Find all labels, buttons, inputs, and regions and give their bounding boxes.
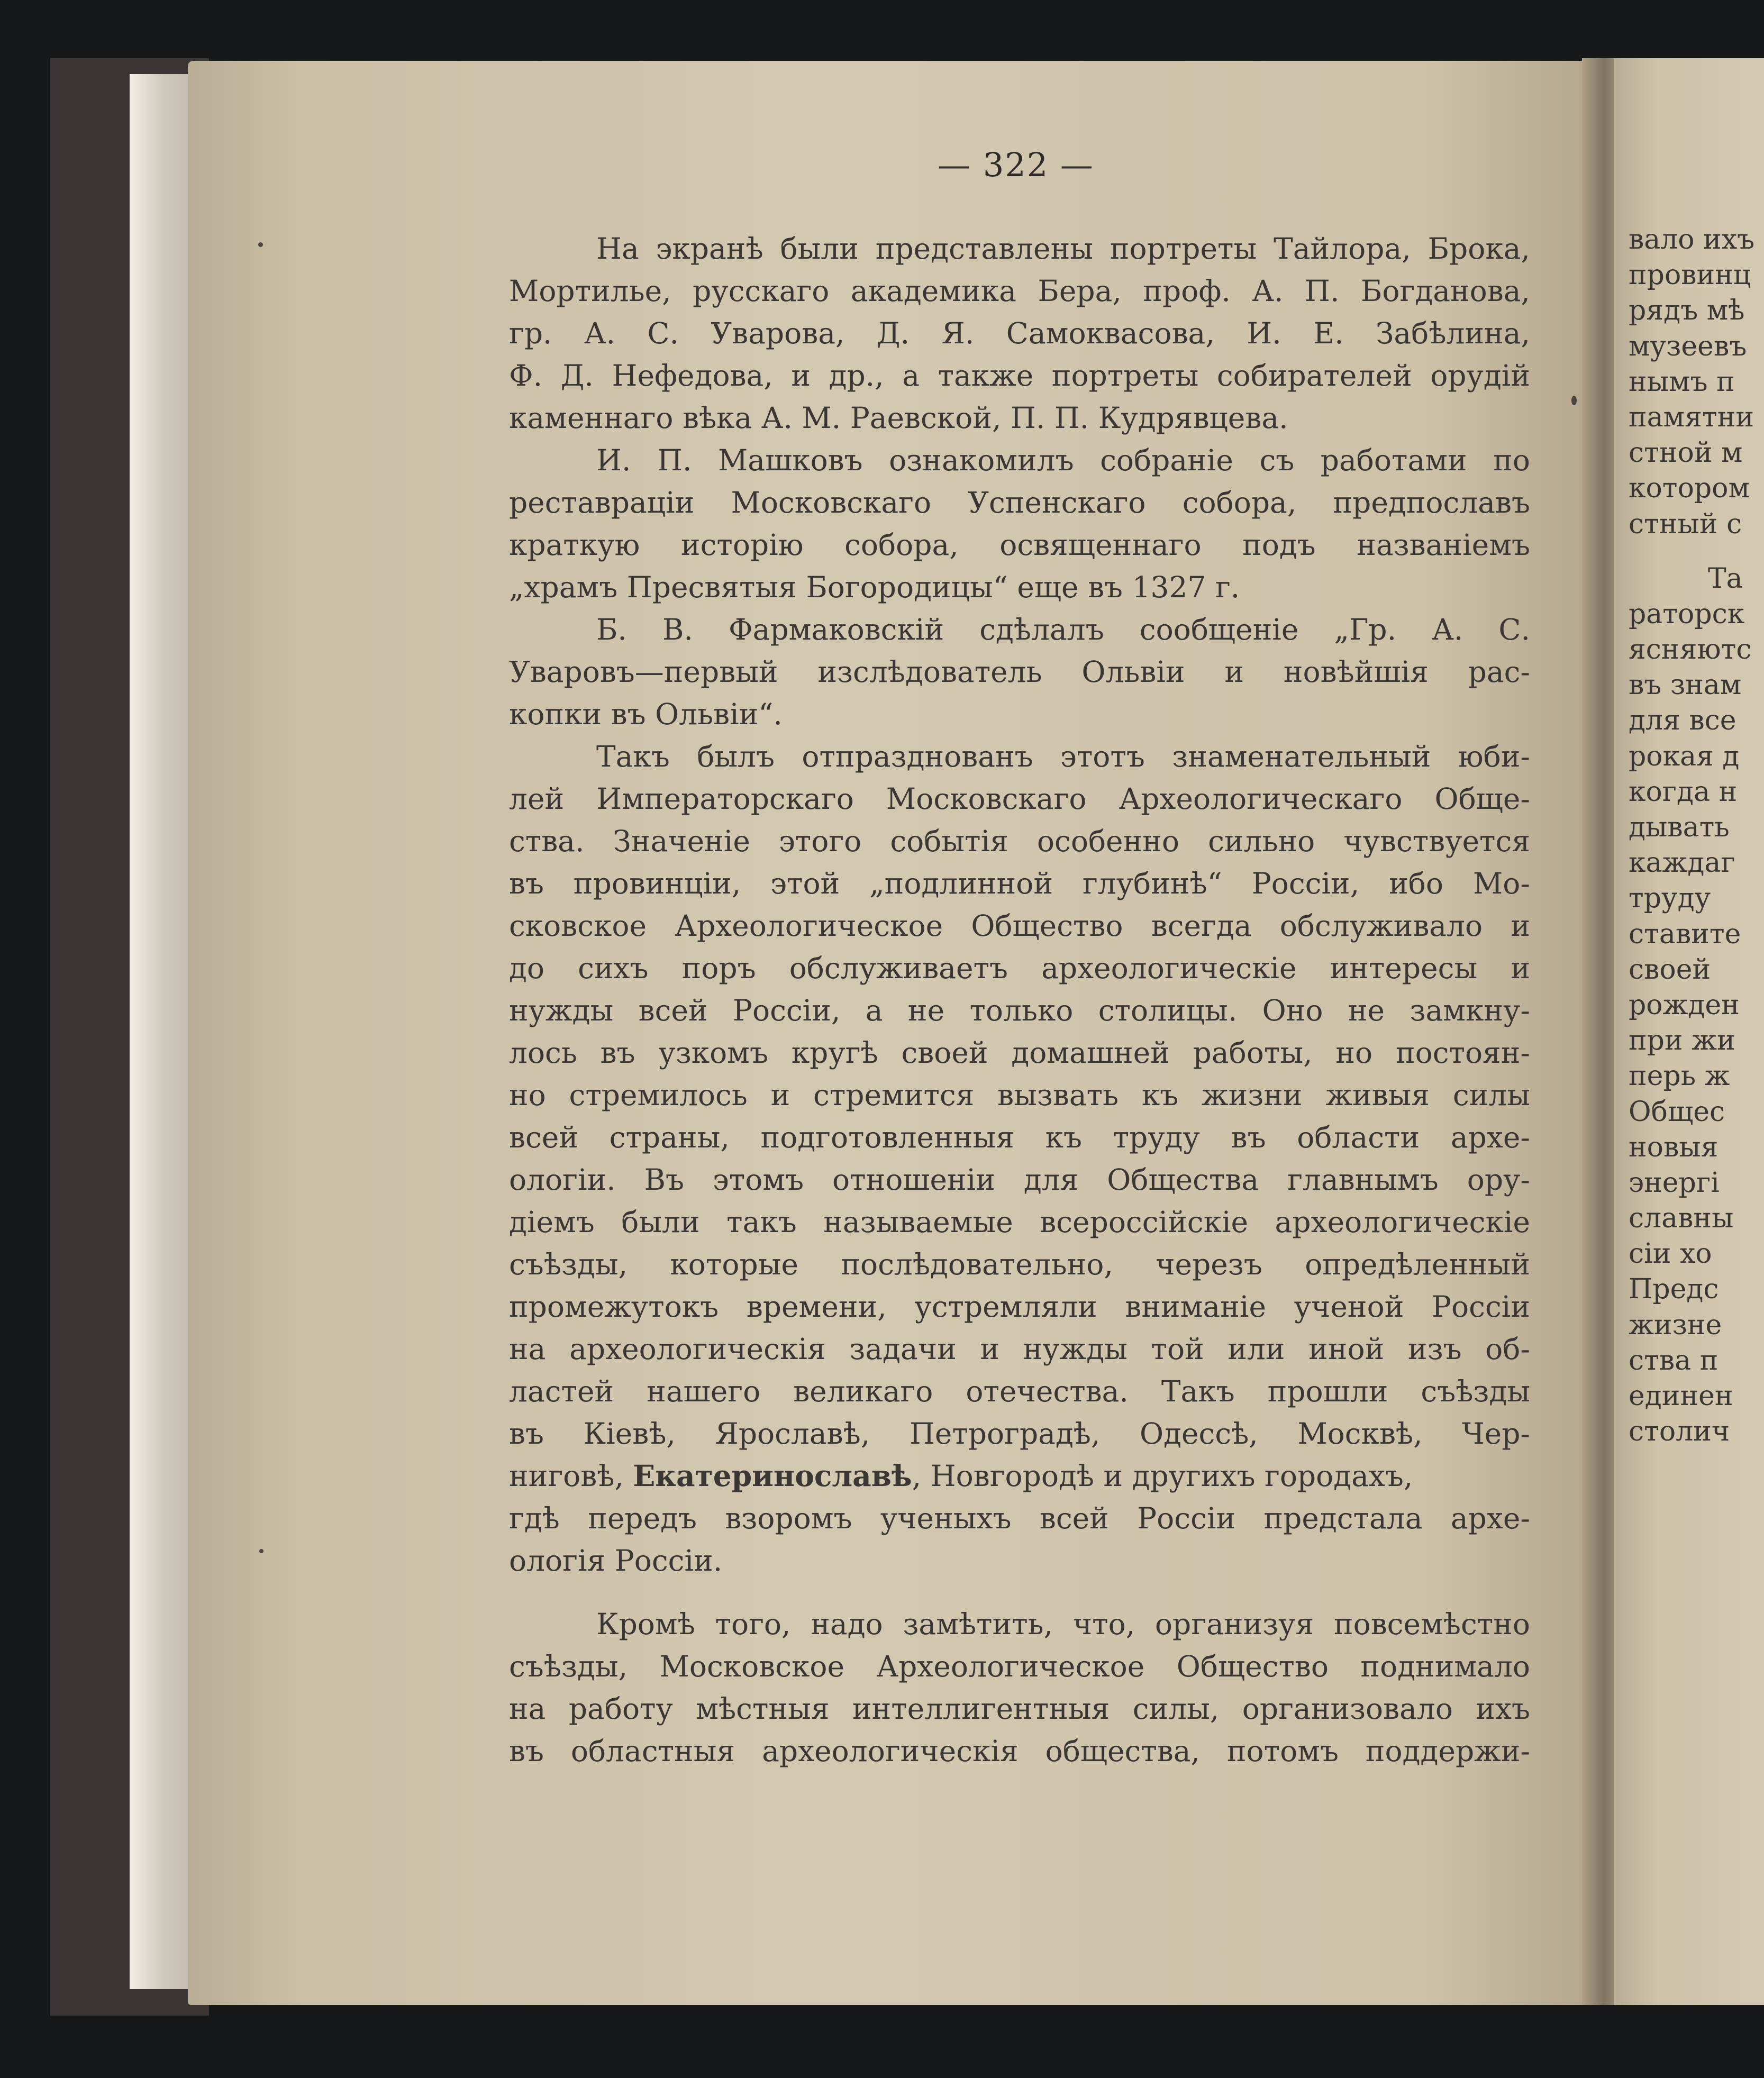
text-line: дывать (1629, 812, 1730, 843)
text-line: сіи хо (1629, 1238, 1712, 1270)
text-line: въ знам (1629, 669, 1742, 701)
text-line-mixed (509, 1455, 1530, 1497)
text-line: На экранѣ были представлены портреты Тайлора, Брока, (596, 232, 1530, 266)
bold-city-name: Екатеринославѣ (633, 1459, 912, 1493)
text-line: Мортилье, русскаго академика Бера, проф. А. П. Богданова, (509, 274, 1530, 308)
text-line: на археологическія задачи и нужды той или иной изъ об- (509, 1332, 1530, 1366)
text-line: въ Кіевѣ, Ярославѣ, Петроградѣ, Одессѣ, Москвѣ, Чер- (509, 1417, 1530, 1451)
text-line: для все (1629, 705, 1736, 737)
text-line: гр. А. С. Уварова, Д. Я. Самоквасова, И. Е. Забѣлина, (509, 316, 1530, 350)
text-line: рокая д (1629, 740, 1740, 772)
text-line: діемъ были такъ называемые всероссійскіе археологическіе (509, 1205, 1530, 1239)
text-line: труду (1629, 882, 1711, 915)
right-page-text (1629, 222, 1764, 1450)
left-page-text (509, 227, 1530, 1772)
ink-speck (258, 242, 263, 247)
text-line: гдѣ передъ взоромъ ученыхъ всей Россіи предстала архе- (509, 1501, 1530, 1535)
text-line: вало ихъ (1629, 224, 1755, 256)
text-line: но стремилось и стремится вызвать къ жизни живыя силы (509, 1078, 1530, 1112)
text-line: копки въ Ольвіи“. (509, 697, 783, 731)
text-line: при жи (1629, 1025, 1735, 1057)
text-line: своей (1629, 953, 1711, 986)
text-line: столич (1629, 1416, 1730, 1448)
text-line: каждаг (1629, 847, 1735, 879)
text-line: промежутокъ времени, устремляли вниманіе ученой Россіи (509, 1290, 1530, 1324)
text-line: съѣзды, Московское Археологическое Общество поднимало (509, 1649, 1530, 1683)
text-line: ологія Россіи. (509, 1544, 723, 1578)
text-line: энергі (1629, 1166, 1720, 1199)
text-line: въ областныя археологическія общества, потомъ поддержи- (509, 1734, 1530, 1768)
text-line: памятни (1629, 401, 1754, 433)
text-line: сковское Археологическое Общество всегда обслуживало и (509, 909, 1530, 943)
text-line: Такъ былъ отпразднованъ этотъ знаменательный юби- (596, 740, 1530, 773)
text-line: И. П. Машковъ ознакомилъ собраніе съ работами по (596, 443, 1530, 477)
text-line: на работу мѣстныя интеллигентныя силы, организовало ихъ (509, 1692, 1530, 1726)
text-line: Уваровъ—первый изслѣдователь Ольвіи и новѣйшія рас- (509, 655, 1530, 689)
text-line: жизне (1629, 1309, 1722, 1341)
text-line: раторск (1629, 598, 1745, 630)
text-line: рожден (1629, 989, 1740, 1021)
text-line: нымъ п (1629, 366, 1735, 398)
text-line: всей страны, подготовленныя къ труду въ области архе- (509, 1120, 1530, 1154)
text-line: „храмъ Пресвятыя Богородицы“ еще въ 1327 г. (509, 570, 1240, 604)
ink-speck (259, 1549, 263, 1553)
text-line: ластей нашего великаго отечества. Такъ прошли съѣзды (509, 1374, 1530, 1408)
text-line: ставите (1629, 918, 1741, 950)
text-line: провинц (1629, 259, 1751, 291)
text-line: музеевъ (1629, 330, 1747, 362)
text-line: перь ж (1629, 1060, 1730, 1092)
text-line: краткую исторію собора, освященнаго подъ названіемъ (509, 528, 1530, 562)
text-line: Кромѣ того, надо замѣтить, что, организуя повсемѣстно (596, 1607, 1530, 1641)
text-line: въ провинціи, этой „подлинной глубинѣ“ Россіи, ибо Мо- (509, 867, 1530, 900)
text-line: Та (1708, 562, 1743, 595)
text-line: реставраціи Московскаго Успенскаго собора, предпославъ (509, 486, 1530, 520)
text-line: до сихъ поръ обслуживаетъ археологическіе интересы и (509, 951, 1530, 985)
text-line: когда н (1629, 776, 1738, 808)
text-run: , Новгородѣ и другихъ городахъ, (912, 1459, 1413, 1493)
text-line: Предс (1629, 1273, 1719, 1306)
text-line: каменнаго вѣка А. М. Раевской, П. П. Кудрявцева. (509, 401, 1288, 435)
text-line: котором (1629, 472, 1750, 505)
text-line: стный с (1629, 508, 1742, 540)
ink-speck (1571, 396, 1577, 405)
text-line: ологіи. Въ этомъ отношеніи для Общества главнымъ ору- (509, 1163, 1530, 1197)
text-line: ства п (1629, 1344, 1718, 1377)
text-line: рядъ мѣ (1629, 295, 1745, 327)
text-line: ясняютс (1629, 634, 1752, 666)
text-run: ниговѣ, (509, 1459, 624, 1493)
text-line: стной м (1629, 437, 1743, 469)
text-line: нужды всей Россіи, а не только столицы. Оно не замкну- (509, 994, 1530, 1027)
text-line: ства. Значеніе этого событія особенно сильно чувствуется (509, 824, 1530, 858)
text-line: лей Императорскаго Московскаго Археологическаго Обще- (509, 782, 1530, 816)
text-line: лось въ узкомъ кругѣ своей домашней работы, но постоян- (509, 1036, 1530, 1070)
text-line: единен (1629, 1380, 1733, 1412)
text-line: Общес (1629, 1096, 1725, 1128)
text-line: Ф. Д. Нефедова, и др., а также портреты собирателей орудій (509, 359, 1530, 393)
text-line: Б. В. Фармаковскій сдѣлалъ сообщеніе „Гр. А. С. (596, 613, 1530, 646)
text-line: славны (1629, 1202, 1734, 1235)
text-line: новыя (1629, 1131, 1718, 1163)
page-number: — 322 — (938, 145, 1094, 184)
text-line: съѣзды, которые послѣдовательно, черезъ опредѣленный (509, 1247, 1530, 1281)
